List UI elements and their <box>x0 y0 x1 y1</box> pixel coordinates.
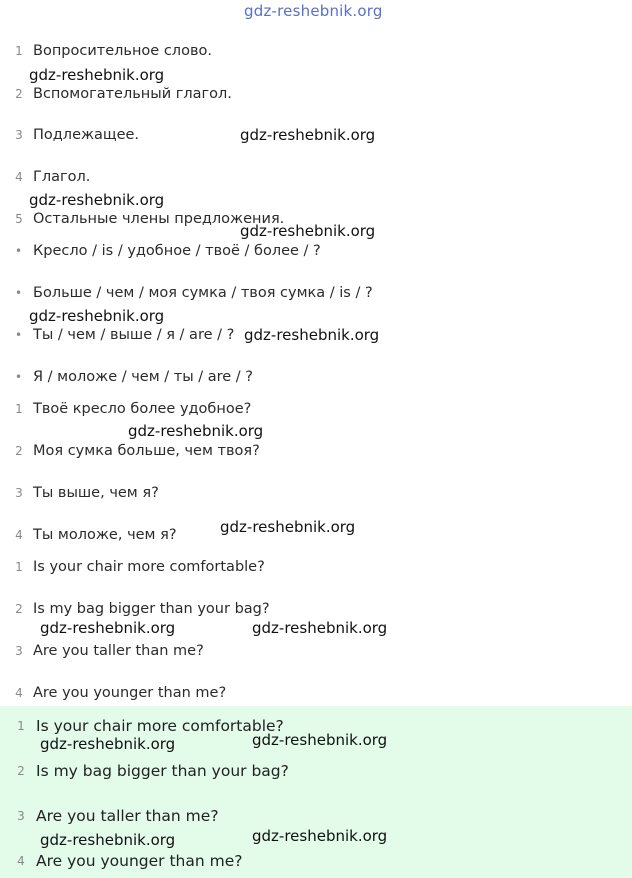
final-answer-item <box>0 759 632 783</box>
english-answer-item <box>0 681 632 705</box>
watermark: gdz-reshebnik.org <box>244 326 380 344</box>
header-watermark: gdz-reshebnik.org <box>244 2 383 20</box>
word-set-item <box>0 239 632 263</box>
answer-text: Ты моложе, чем я? <box>33 527 177 543</box>
answer-number: 2 <box>17 764 25 778</box>
answer-number: 3 <box>17 809 25 823</box>
word-set-text: Больше / чем / моя сумка / твоя сумка / is / ? <box>33 285 373 301</box>
answer-number: 2 <box>15 602 23 616</box>
word-set-item <box>0 281 632 305</box>
step-item <box>0 82 632 106</box>
step-number: 1 <box>15 44 23 58</box>
final-answer-item <box>0 804 632 828</box>
answer-number: 1 <box>15 560 23 574</box>
final-answer-item <box>0 849 632 873</box>
answer-number: 4 <box>17 854 25 868</box>
watermark: gdz-reshebnik.org <box>252 827 388 845</box>
russian-answer-item <box>0 481 632 505</box>
bullet-icon: • <box>15 328 23 342</box>
word-set-text: Ты / чем / выше / я / are / ? <box>33 327 235 343</box>
watermark: gdz-reshebnik.org <box>40 619 176 637</box>
step-item <box>0 39 632 63</box>
answer-text: Is your chair more comfortable? <box>36 717 284 735</box>
word-set-text: Кресло / is / удобное / твоё / более / ? <box>33 243 321 259</box>
watermark: gdz-reshebnik.org <box>29 191 165 209</box>
watermark: gdz-reshebnik.org <box>252 619 388 637</box>
answer-text: Are you taller than me? <box>36 807 219 825</box>
step-number: 4 <box>15 170 23 184</box>
answer-text: Are you younger than me? <box>33 685 227 701</box>
watermark: gdz-reshebnik.org <box>240 222 376 240</box>
step-text: Глагол. <box>33 169 91 185</box>
word-set-text: Я / моложе / чем / ты / are / ? <box>33 369 253 385</box>
answer-text: Is your chair more comfortable? <box>33 559 265 575</box>
watermark: gdz-reshebnik.org <box>252 731 388 749</box>
watermark: gdz-reshebnik.org <box>240 126 376 144</box>
answer-text: Are you taller than me? <box>33 643 204 659</box>
answer-number: 4 <box>15 528 23 542</box>
step-text: Остальные члены предложения. <box>33 211 285 227</box>
answer-text: Is my bag bigger than your bag? <box>33 601 270 617</box>
bullet-icon: • <box>15 286 23 300</box>
answer-number: 4 <box>15 686 23 700</box>
step-text: Вспомогательный глагол. <box>33 86 232 102</box>
answer-text: Твоё кресло более удобное? <box>33 401 252 417</box>
step-text: Вопросительное слово. <box>33 43 212 59</box>
watermark: gdz-reshebnik.org <box>220 518 356 536</box>
watermark: gdz-reshebnik.org <box>40 831 176 849</box>
answer-number: 1 <box>15 402 23 416</box>
step-text: Подлежащее. <box>33 127 140 143</box>
answer-number: 3 <box>15 486 23 500</box>
watermark: gdz-reshebnik.org <box>128 422 264 440</box>
word-set-item <box>0 365 632 389</box>
step-number: 3 <box>15 128 23 142</box>
step-number: 5 <box>15 212 23 226</box>
answer-text: Ты выше, чем я? <box>33 485 159 501</box>
answer-text: Моя сумка больше, чем твоя? <box>33 443 260 459</box>
bullet-icon: • <box>15 244 23 258</box>
russian-answer-item <box>0 439 632 463</box>
english-answer-item <box>0 555 632 579</box>
english-answer-item <box>0 639 632 663</box>
answer-text: Are you younger than me? <box>36 852 243 870</box>
answer-number: 2 <box>15 444 23 458</box>
step-number: 2 <box>15 87 23 101</box>
step-item <box>0 165 632 189</box>
watermark: gdz-reshebnik.org <box>29 307 165 325</box>
watermark: gdz-reshebnik.org <box>40 735 176 753</box>
answer-number: 3 <box>15 644 23 658</box>
answer-number: 1 <box>17 719 25 733</box>
bullet-icon: • <box>15 370 23 384</box>
answer-text: Is my bag bigger than your bag? <box>36 762 289 780</box>
english-answer-item <box>0 597 632 621</box>
watermark: gdz-reshebnik.org <box>29 66 165 84</box>
russian-answer-item <box>0 397 632 421</box>
